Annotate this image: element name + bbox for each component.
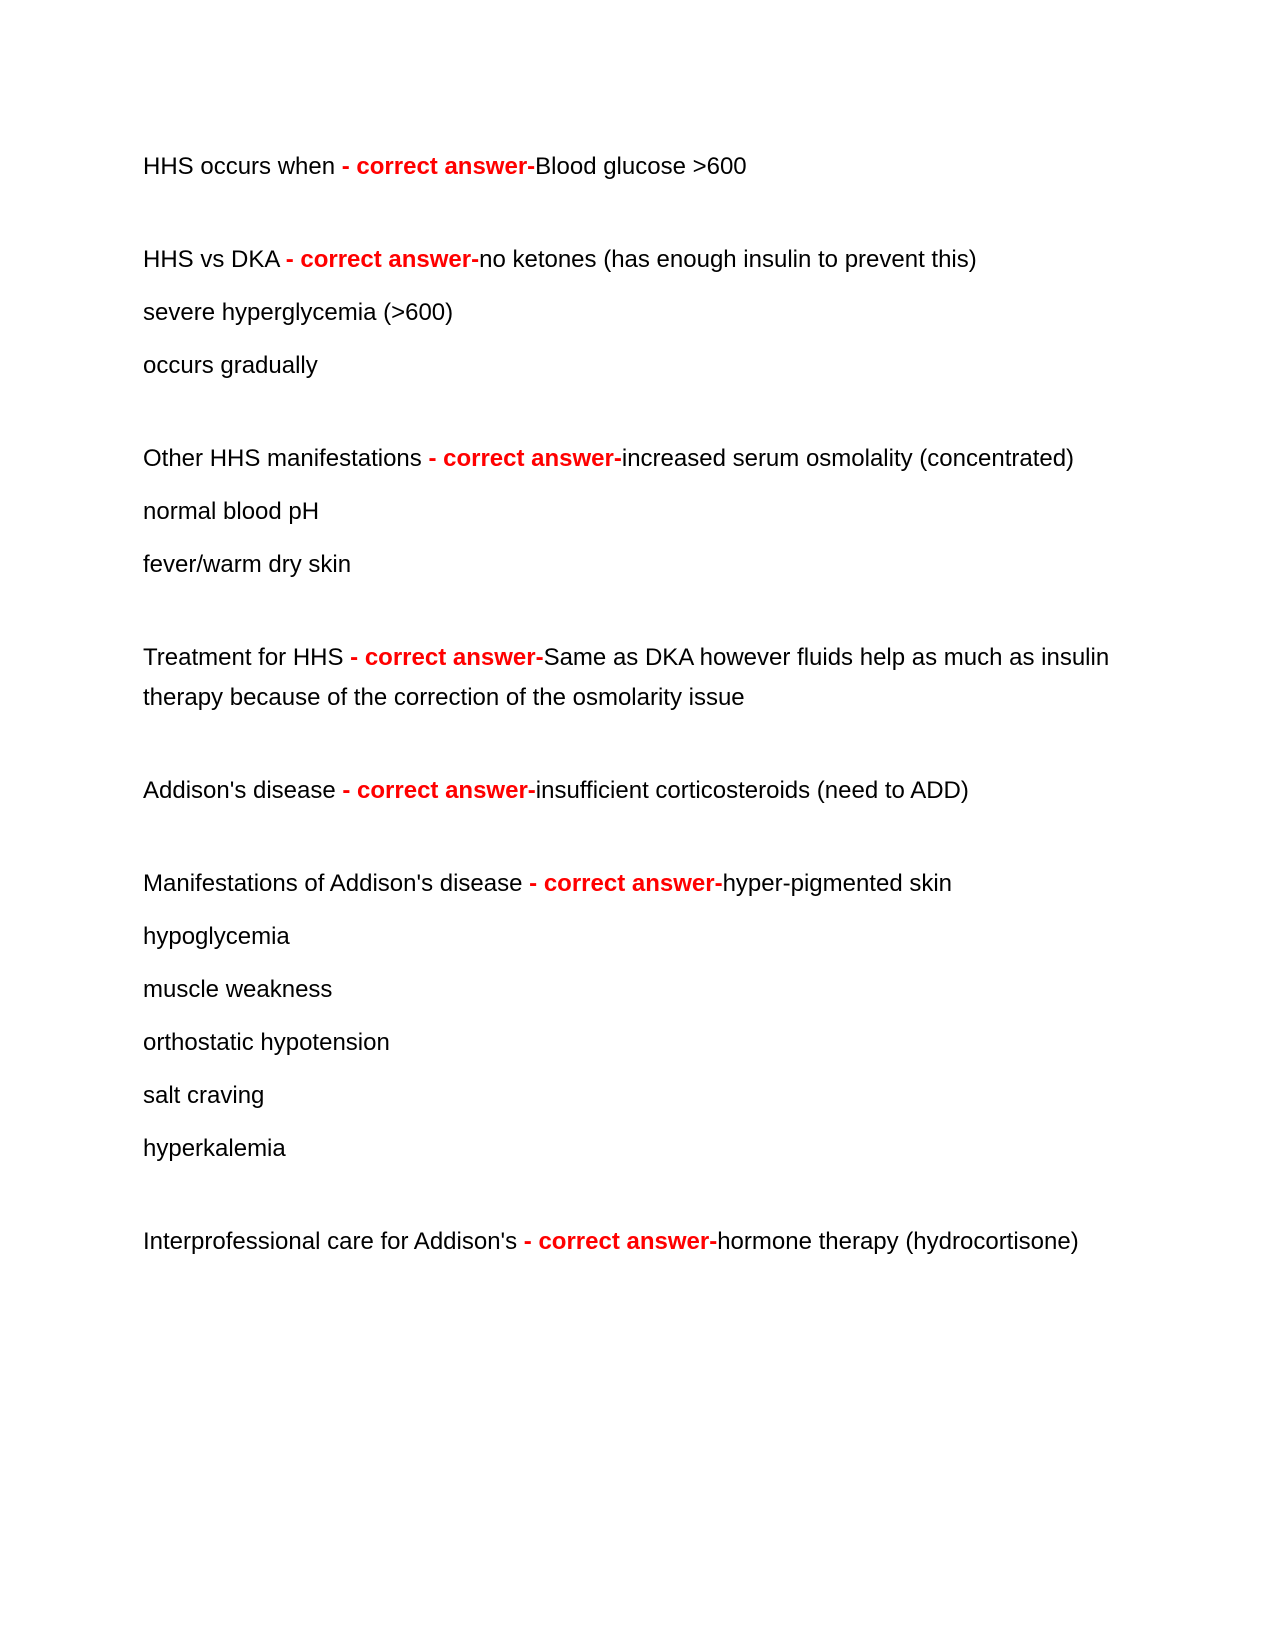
question-text: Manifestations of Addison's disease — [143, 870, 530, 897]
correct-answer-marker: - correct answer- — [523, 1228, 718, 1255]
qa-block — [143, 1222, 1125, 1262]
qa-line — [143, 1222, 1125, 1262]
answer-line: severe hyperglycemia (>600) — [143, 299, 454, 326]
question-text: HHS occurs when — [143, 153, 342, 180]
answer-text: no ketones (has enough insulin to prevent this) — [479, 246, 977, 273]
answer-line: salt craving — [143, 1082, 265, 1109]
question-text: Addison's disease — [143, 777, 343, 804]
answer-text: increased serum osmolality (concentrated) — [621, 445, 1075, 472]
qa-block — [143, 864, 1125, 1169]
answer-text: Blood glucose >600 — [535, 153, 747, 180]
qa-block — [143, 147, 1125, 187]
qa-block — [143, 439, 1125, 585]
answer-text: Same as DKA however fluids help as much as insulin therapy because of the correction of the osmolarity issue — [143, 644, 1110, 711]
qa-block — [143, 771, 1125, 811]
question-text: Treatment for HHS — [143, 644, 351, 671]
answer-text: insufficient corticosteroids (need to ADD) — [535, 777, 969, 804]
answer-text: hormone therapy (hydrocortisone) — [717, 1228, 1079, 1255]
qa-line — [143, 240, 1125, 280]
question-text: HHS vs DKA — [143, 246, 286, 273]
answer-line: hyperkalemia — [143, 1135, 286, 1162]
answer-line: orthostatic hypotension — [143, 1029, 390, 1056]
answer-line: muscle weakness — [143, 976, 333, 1003]
correct-answer-marker: - correct answer- — [342, 777, 536, 804]
qa-line — [143, 864, 1125, 904]
answer-line: fever/warm dry skin — [143, 551, 352, 578]
answer-text: hyper-pigmented skin — [722, 870, 953, 897]
correct-answer-marker: - correct answer- — [341, 153, 536, 180]
qa-line — [143, 638, 1125, 718]
correct-answer-marker: - correct answer- — [350, 644, 544, 671]
qa-block — [143, 240, 1125, 386]
qa-line — [143, 771, 1125, 811]
question-text: Other HHS manifestations — [143, 445, 429, 472]
qa-line — [143, 147, 1125, 187]
question-text: Interprofessional care for Addison's — [143, 1228, 524, 1255]
answer-line: hypoglycemia — [143, 923, 290, 950]
document-body — [143, 147, 1125, 1262]
answer-line: occurs gradually — [143, 352, 318, 379]
correct-answer-marker: - correct answer- — [428, 445, 622, 472]
qa-line — [143, 439, 1125, 479]
answer-line: normal blood pH — [143, 498, 320, 525]
correct-answer-marker: - correct answer- — [529, 870, 723, 897]
correct-answer-marker: - correct answer- — [285, 246, 480, 273]
qa-block — [143, 638, 1125, 718]
